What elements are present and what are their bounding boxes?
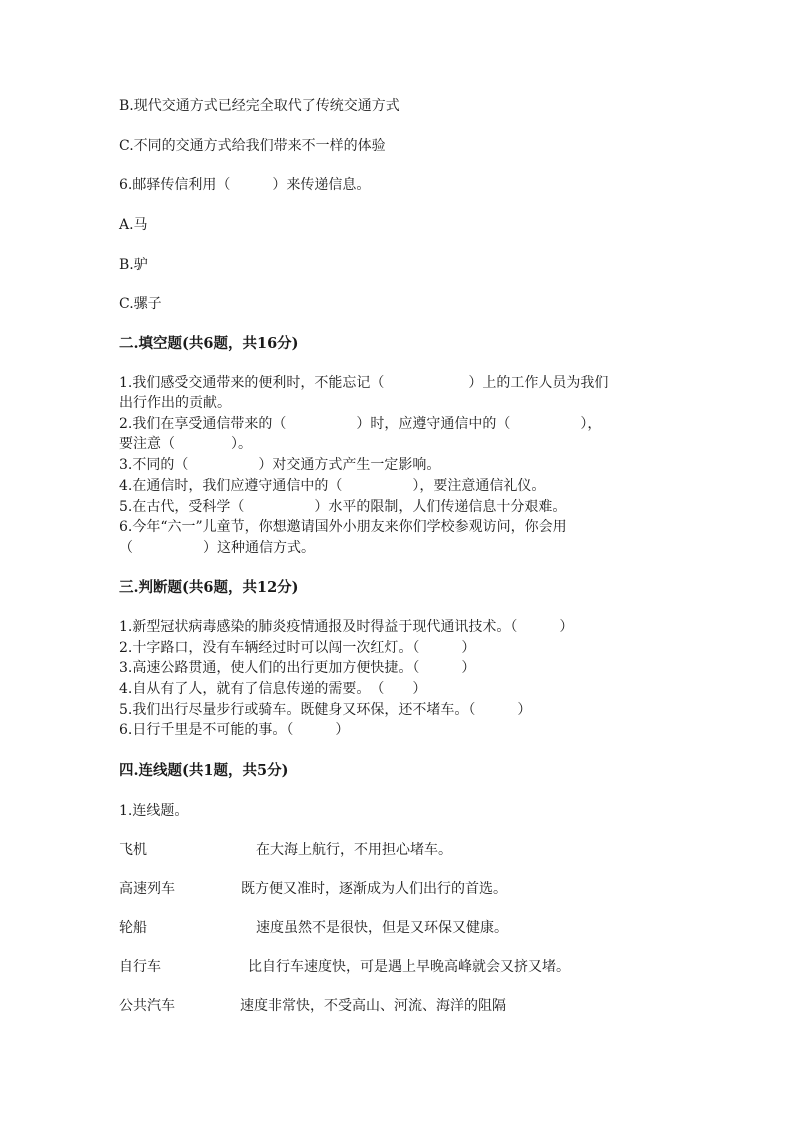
match-right-2: 既方便又准时，逐渐成为人们出行的首选。 xyxy=(241,881,507,897)
fill-item-5: 5.在古代，受科学（ ）水平的限制，人们传递信息十分艰难。 xyxy=(119,499,567,515)
fill-item-4: 4.在通信时，我们应遵守通信中的（ ），要注意通信礼仪。 xyxy=(119,478,546,494)
match-right-4: 比自行车速度快，可是遇上早晚高峰就会又挤又堵。 xyxy=(248,959,570,975)
judge-item-6: 6.日行千里是不可能的事。（ ） xyxy=(119,722,350,738)
judge-item-5: 5.我们出行尽量步行或骑车。既健身又环保，还不堵车。（ ） xyxy=(119,702,532,718)
match-right-5: 速度非常快，不受高山、河流、海洋的阻隔 xyxy=(240,998,506,1014)
judge-item-1: 1.新型冠状病毒感染的肺炎疫情通报及时得益于现代通讯技术。（ ） xyxy=(119,619,574,635)
match-right-1: 在大海上航行，不用担心堵车。 xyxy=(256,842,452,858)
fill-item-1b: 出行作出的贡献。 xyxy=(119,395,231,411)
judge-item-4: 4.自从有了人，就有了信息传递的需要。 （ ） xyxy=(119,681,427,697)
judge-item-3: 3.高速公路贯通，使人们的出行更加方便快捷。（ ） xyxy=(119,660,476,676)
match-left-4: 自行车 xyxy=(119,959,161,975)
q5-option-b: B.现代交通方式已经完全取代了传统交通方式 xyxy=(119,98,400,114)
fill-item-1a: 1.我们感受交通带来的便利时，不能忘记（ ）上的工作人员为我们 xyxy=(119,375,609,391)
section2-heading: 二.填空题(共6题，共16分) xyxy=(119,335,299,352)
fill-item-6a: 6.今年“六一”儿童节，你想邀请国外小朋友来你们学校参观访问，你会用 xyxy=(119,519,567,535)
fill-item-3: 3.不同的（ ）对交通方式产生一定影响。 xyxy=(119,457,441,473)
fill-item-2a: 2.我们在享受通信带来的（ ）时，应遵守通信中的（ ）， xyxy=(119,416,602,432)
match-question: 1.连线题。 xyxy=(119,803,189,819)
q6-option-c: C.骡子 xyxy=(119,296,162,312)
q6-option-a: A.马 xyxy=(119,217,148,233)
match-left-5: 公共汽车 xyxy=(119,998,175,1014)
match-left-3: 轮船 xyxy=(119,920,147,936)
fill-item-6b: （ ）这种通信方式。 xyxy=(119,540,315,556)
match-left-2: 高速列车 xyxy=(119,881,175,897)
section3-heading: 三.判断题(共6题，共12分) xyxy=(119,579,299,596)
fill-item-2b: 要注意（ ）。 xyxy=(119,436,252,452)
q5-option-c: C.不同的交通方式给我们带来不一样的体验 xyxy=(119,138,386,154)
match-right-3: 速度虽然不是很快，但是又环保又健康。 xyxy=(256,920,508,936)
q6-option-b: B.驴 xyxy=(119,257,148,273)
match-left-1: 飞机 xyxy=(119,842,147,858)
judge-item-2: 2.十字路口，没有车辆经过时可以闯一次红灯。（ ） xyxy=(119,640,476,656)
section4-heading: 四.连线题(共1题，共5分) xyxy=(119,762,289,779)
q6-question: 6.邮驿传信利用（ ）来传递信息。 xyxy=(119,177,371,193)
